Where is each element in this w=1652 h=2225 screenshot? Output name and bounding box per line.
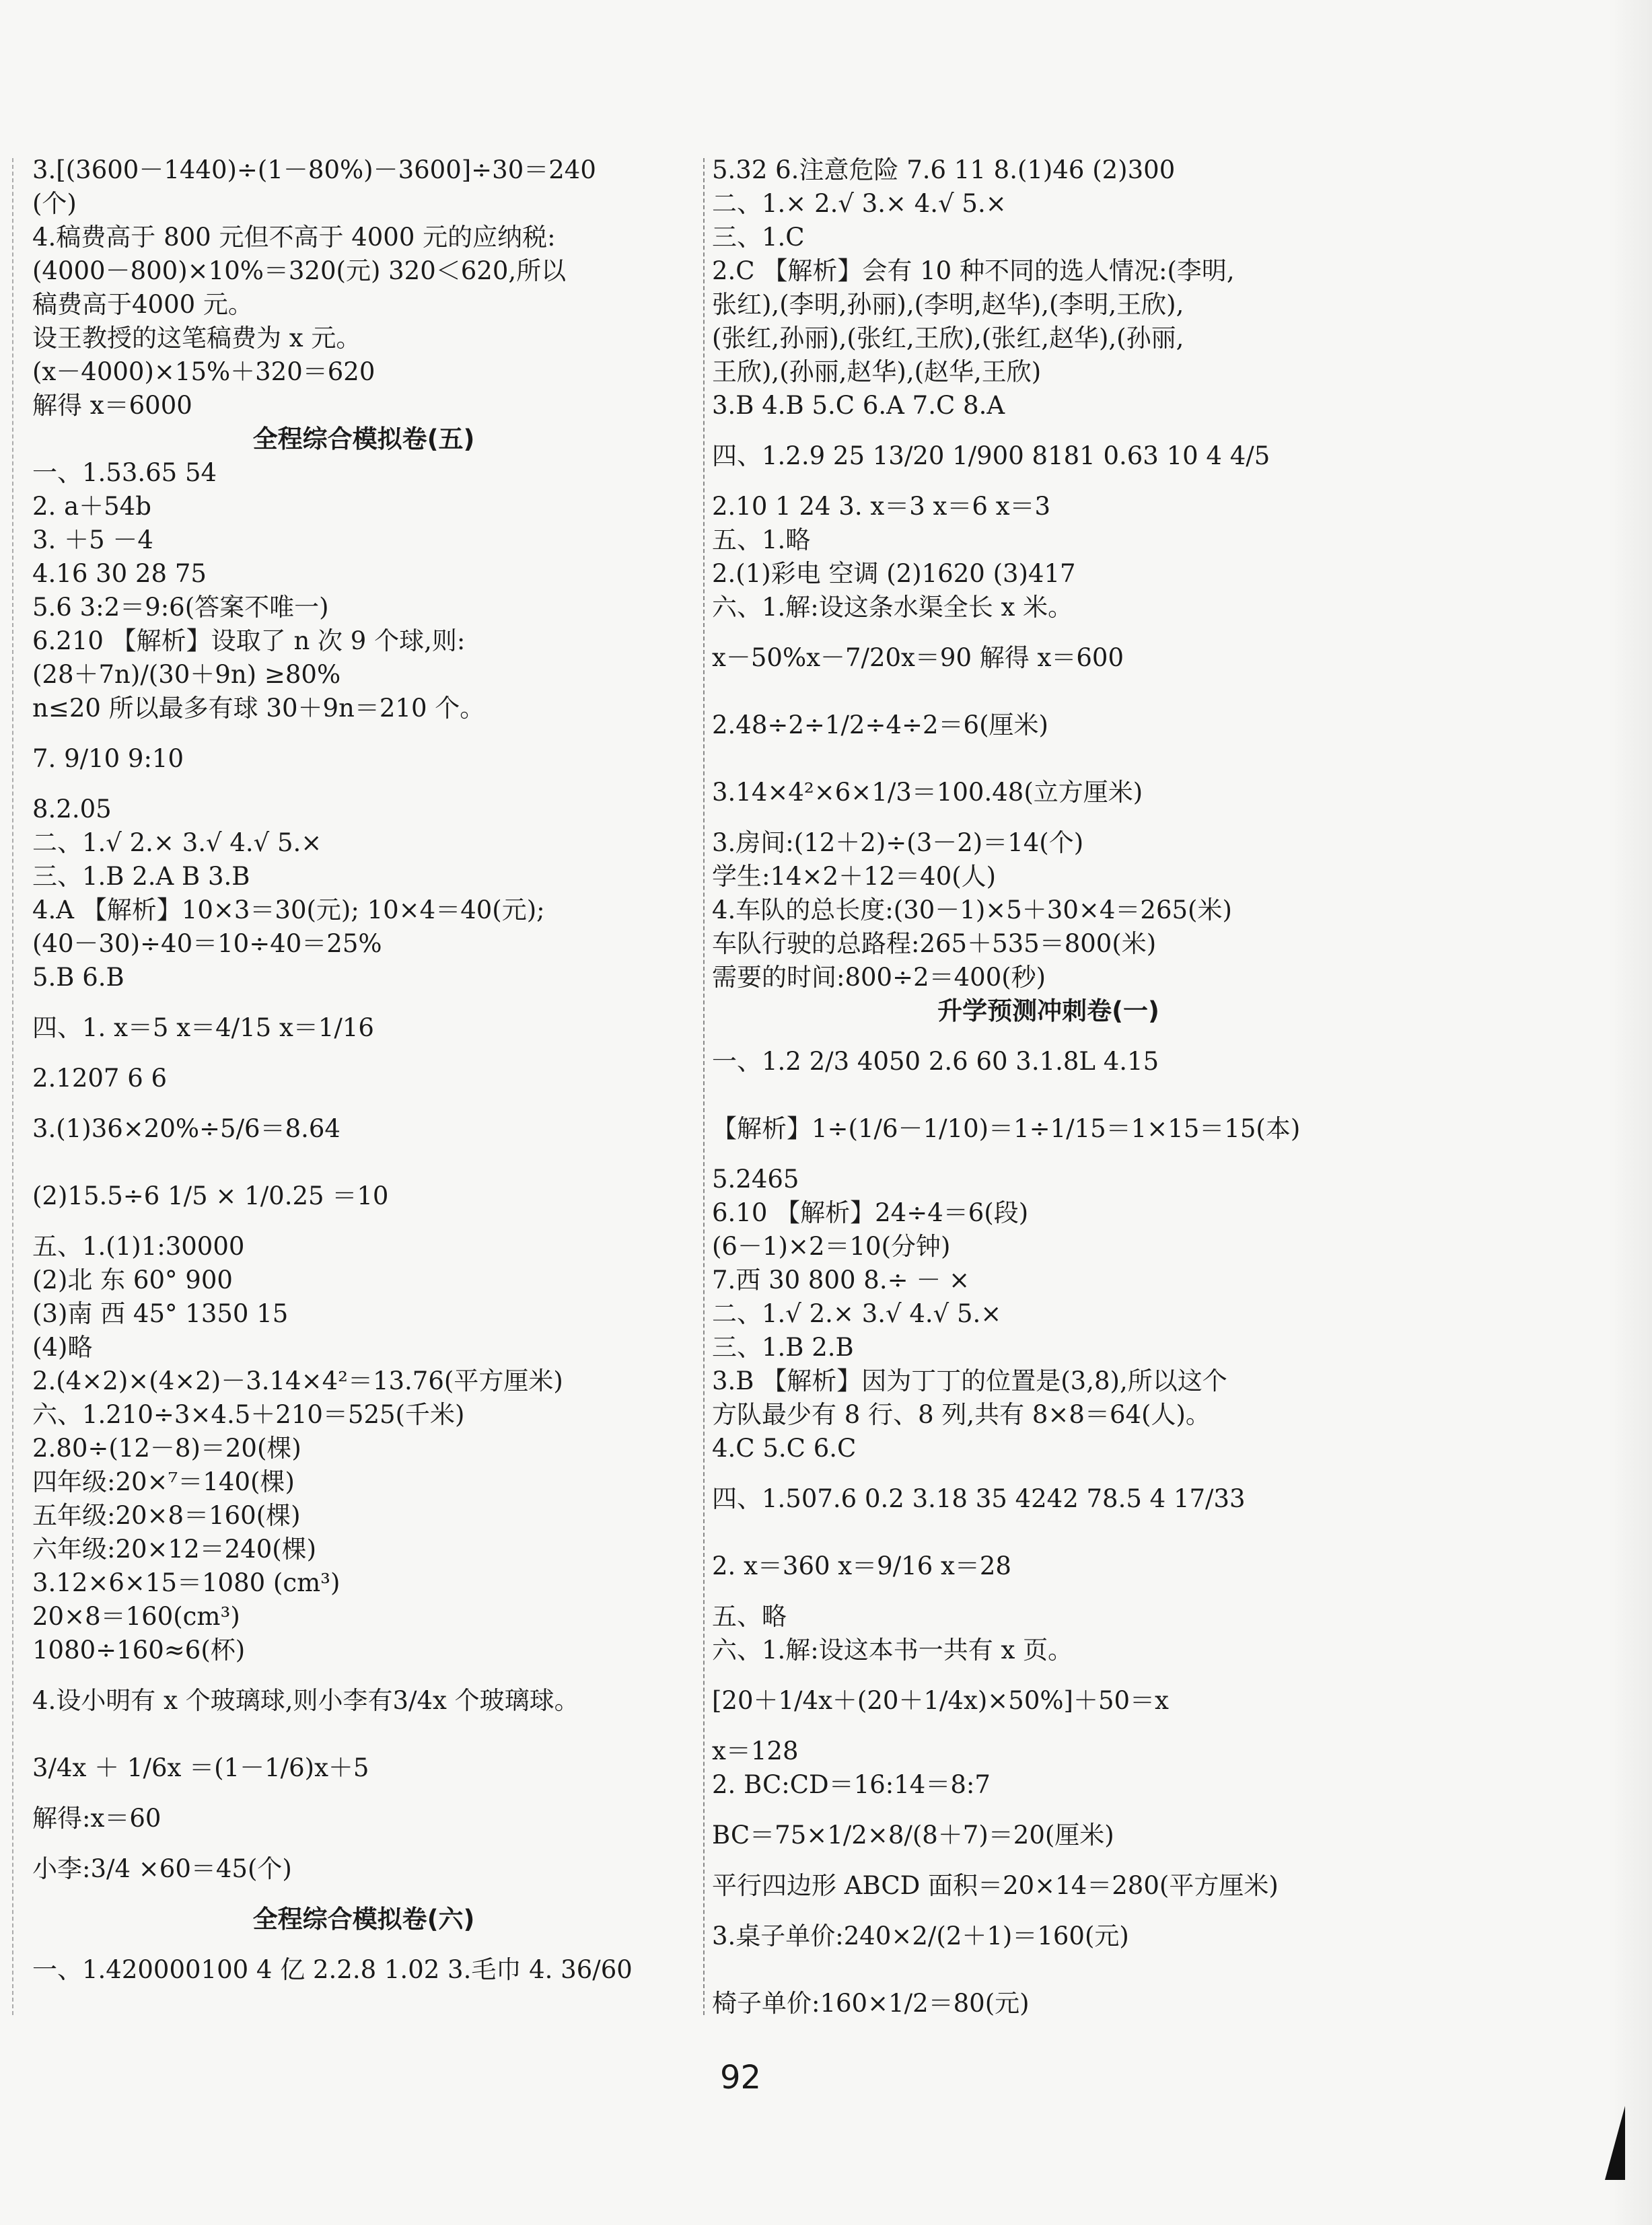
answer-line: 三、1.B 2.A B 3.B: [32, 862, 250, 891]
answer-line: 3/4x ＋ 1/6x ＝(1－1/6)x＋5: [32, 1753, 369, 1782]
answer-line: 2.48÷2÷1/2÷4÷2＝6(厘米): [712, 710, 1048, 739]
answer-line: 20×8＝160(cm³): [32, 1602, 240, 1631]
answer-line: 2.80÷(12－8)＝20(棵): [32, 1434, 301, 1463]
answer-line: 2.(4×2)×(4×2)－3.14×4²＝13.76(平方厘米): [32, 1366, 563, 1395]
answer-line: (2)北 东 60° 900: [32, 1266, 233, 1294]
answer-line: 4.16 30 28 75: [32, 559, 207, 588]
answer-line: 学生:14×2＋12＝40(人): [712, 862, 997, 891]
answer-line: (4)略: [32, 1333, 93, 1362]
answer-line: (40－30)÷40＝10÷40＝25%: [32, 929, 382, 958]
page-edge-shadow: [1608, 0, 1652, 2225]
section-heading: 升学预测冲刺卷(一): [937, 996, 1159, 1025]
answer-line: 1080÷160≈6(杯): [32, 1636, 246, 1665]
answer-line: 4.稿费高于 800 元但不高于 4000 元的应纳税:: [32, 223, 556, 252]
answer-line: 王欣),(孙丽,赵华),(赵华,王欣): [712, 357, 1042, 386]
answer-line: 四、1. x＝5 x＝4/15 x＝1/16: [32, 1013, 374, 1042]
answer-line: 二、1.√ 2.× 3.√ 4.√ 5.×: [32, 828, 322, 857]
answer-line: 一、1.2 2/3 4050 2.6 60 3.1.8L 4.15: [712, 1047, 1159, 1076]
answer-line: 五、略: [712, 1602, 787, 1631]
answer-line: 三、1.C: [712, 223, 805, 252]
answer-line: 六、1.解:设这条水渠全长 x 米。: [712, 593, 1073, 622]
answer-line: (6－1)×2＝10(分钟): [712, 1232, 951, 1261]
answer-line: 椅子单价:160×1/2＝80(元): [712, 1989, 1030, 2018]
answer-line: x－50%x－7/20x＝90 解得 x＝600: [712, 643, 1124, 672]
answer-line: 2. BC:CD＝16:14＝8:7: [712, 1770, 991, 1799]
answer-line: 2. a＋54b: [32, 492, 151, 521]
left-column: [32, 153, 695, 2004]
answer-line: 五、1.略: [712, 525, 811, 554]
answer-line: 方队最少有 8 行、8 列,共有 8×8＝64(人)。: [712, 1400, 1211, 1429]
corner-mark: [1605, 2106, 1625, 2180]
answer-line: BC＝75×1/2×8/(8＋7)＝20(厘米): [712, 1821, 1114, 1850]
answer-line: 二、1.√ 2.× 3.√ 4.√ 5.×: [712, 1299, 1002, 1328]
answer-line: 6.10 【解析】24÷4＝6(段): [712, 1198, 1029, 1227]
answer-line: 5.32 6.注意危险 7.6 11 8.(1)46 (2)300: [712, 155, 1176, 184]
answer-line: 5.B 6.B: [32, 963, 124, 992]
answer-line: 3.12×6×15＝1080 (cm³): [32, 1568, 340, 1597]
column-divider: [703, 158, 705, 2015]
answer-line: 2.C 【解析】会有 10 种不同的选人情况:(李明,: [712, 256, 1235, 285]
answer-line: 四年级:20×⁷＝140(棵): [32, 1467, 295, 1496]
answer-line: 4.C 5.C 6.C: [712, 1434, 857, 1463]
answer-line: 5.2465: [712, 1165, 799, 1194]
answer-line: 设王教授的这笔稿费为 x 元。: [32, 324, 361, 353]
answer-line: 7.西 30 800 8.÷ － ×: [712, 1266, 970, 1294]
answer-line: (28＋7n)/(30＋9n) ≥80%: [32, 660, 341, 689]
answer-line: 张红),(李明,孙丽),(李明,赵华),(李明,王欣),: [712, 290, 1184, 319]
answer-line: (2)15.5÷6 1/5 × 1/0.25 ＝10: [32, 1181, 389, 1210]
answer-line: 3.[(3600－1440)÷(1－80%)－3600]÷30＝240: [32, 155, 596, 184]
answer-line: 6.210 【解析】设取了 n 次 9 个球,则:: [32, 626, 466, 655]
answer-line: x＝128: [712, 1737, 799, 1765]
answer-line: 五、1.(1)1:30000: [32, 1232, 245, 1261]
answer-line: 六、1.210÷3×4.5＋210＝525(千米): [32, 1400, 465, 1429]
answer-line: 3.(1)36×20%÷5/6＝8.64: [32, 1114, 340, 1143]
answer-line: 解得:x＝60: [32, 1804, 161, 1833]
answer-line: 2.1207 6 6: [32, 1064, 168, 1093]
answer-line: 【解析】1÷(1/6－1/10)＝1÷1/15＝1×15＝15(本): [712, 1114, 1301, 1143]
answer-line: 2.10 1 24 3. x＝3 x＝6 x＝3: [712, 492, 1051, 521]
answer-line: (张红,孙丽),(张红,王欣),(张红,赵华),(孙丽,: [712, 324, 1184, 353]
section-heading: 全程综合模拟卷(六): [252, 1905, 475, 1934]
answer-line: (个): [32, 189, 77, 218]
page-number: 92: [720, 2059, 762, 2096]
answer-line: 四、1.507.6 0.2 3.18 35 4242 78.5 4 17/33: [712, 1484, 1246, 1513]
answer-line: 3.桌子单价:240×2/(2＋1)＝160(元): [712, 1922, 1129, 1950]
answer-line: 3.B 【解析】因为丁丁的位置是(3,8),所以这个: [712, 1366, 1227, 1395]
answer-line: (x－4000)×15%＋320＝620: [32, 357, 375, 386]
answer-line: [20＋1/4x＋(20＋1/4x)×50%]＋50＝x: [712, 1686, 1169, 1715]
answer-line: 五年级:20×8＝160(棵): [32, 1501, 301, 1530]
answer-line: 稿费高于4000 元。: [32, 290, 253, 319]
answer-line: 四、1.2.9 25 13/20 1/900 8181 0.63 10 4 4/5: [712, 441, 1270, 470]
answer-line: 一、1.53.65 54: [32, 458, 217, 487]
answer-line: 六年级:20×12＝240(棵): [32, 1535, 317, 1564]
answer-line: 2.(1)彩电 空调 (2)1620 (3)417: [712, 559, 1076, 588]
answer-line: 4.A 【解析】10×3＝30(元); 10×4＝40(元);: [32, 896, 545, 924]
answer-line: n≤20 所以最多有球 30＋9n＝210 个。: [32, 694, 485, 723]
answer-line: (3)南 西 45° 1350 15: [32, 1299, 289, 1328]
answer-line: 解得 x＝6000: [32, 391, 192, 420]
answer-line: 一、1.420000100 4 亿 2.2.8 1.02 3.毛巾 4. 36/60: [32, 1955, 633, 1984]
answer-line: 7. 9/10 9:10: [32, 744, 184, 773]
answer-line: 8.2.05: [32, 795, 112, 824]
answer-line: 4.设小明有 x 个玻璃球,则小李有3/4x 个玻璃球。: [32, 1686, 579, 1715]
answer-line: 3.B 4.B 5.C 6.A 7.C 8.A: [712, 391, 1005, 420]
answer-line: 平行四边形 ABCD 面积＝20×14＝280(平方厘米): [712, 1871, 1279, 1900]
binding-margin-line: [12, 158, 13, 2015]
answer-line: 5.6 3:2＝9:6(答案不唯一): [32, 593, 329, 622]
answer-line: 4.车队的总长度:(30－1)×5＋30×4＝265(米): [712, 896, 1232, 924]
answer-line: 三、1.B 2.B: [712, 1333, 854, 1362]
answer-line: 3.14×4²×6×1/3＝100.48(立方厘米): [712, 778, 1143, 807]
section-heading: 全程综合模拟卷(五): [252, 425, 475, 453]
answer-line: (4000－800)×10%＝320(元) 320＜620,所以: [32, 256, 567, 285]
answer-line: 需要的时间:800÷2＝400(秒): [712, 963, 1046, 992]
answer-line: 3.房间:(12＋2)÷(3－2)＝14(个): [712, 828, 1084, 857]
answer-line: 六、1.解:设这本书一共有 x 页。: [712, 1636, 1073, 1665]
answer-line: 2. x＝360 x＝9/16 x＝28: [712, 1552, 1011, 1580]
right-column: [712, 153, 1385, 2037]
answer-line: 二、1.× 2.√ 3.× 4.√ 5.×: [712, 189, 1007, 218]
answer-line: 3. ＋5 －4: [32, 525, 153, 554]
answer-line: 车队行驶的总路程:265＋535＝800(米): [712, 929, 1157, 958]
answer-line: 小李:3/4 ×60＝45(个): [32, 1854, 292, 1883]
